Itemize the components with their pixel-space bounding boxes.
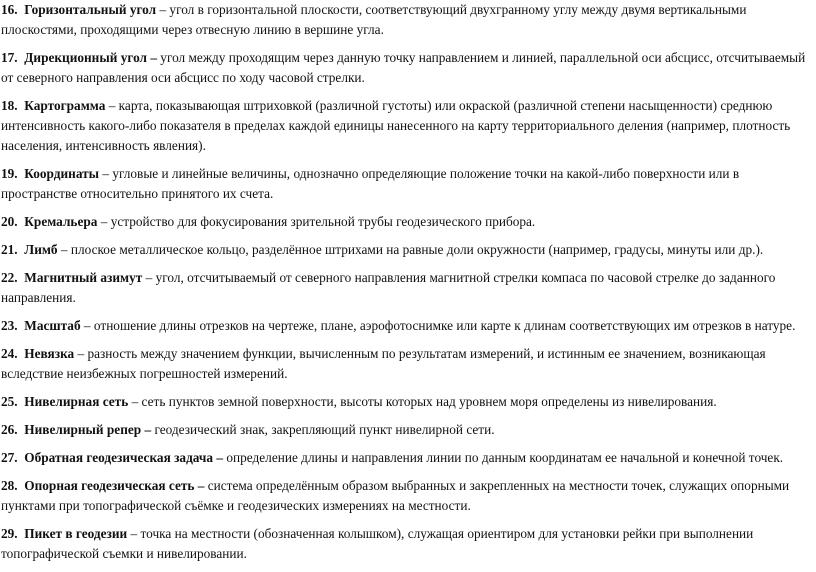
entry-definition: определение длины и направления линии по данным координатам ее начальной и конечной точек. bbox=[223, 450, 784, 465]
entry-definition: – отношение длины отрезков на чертеже, плане, аэрофотоснимке или карте к длинам соответствующих им отрезков в натуре. bbox=[80, 318, 796, 333]
entry-term: Картограмма bbox=[24, 98, 106, 113]
entry-definition: – точка на местности (обозначенная колышком), служащая ориентиром для установки рейки при выполнении топографической съемки и нивелировании. bbox=[1, 526, 754, 561]
entry-term: Дирекционный угол – bbox=[24, 50, 157, 65]
entry-definition: – устройство для фокусирования зрительной трубы геодезического прибора. bbox=[97, 214, 536, 229]
entry-term: Обратная геодезическая задача – bbox=[24, 450, 224, 465]
glossary-entry-20 bbox=[1, 212, 812, 232]
glossary-entry-27 bbox=[1, 448, 812, 468]
glossary-entry-26 bbox=[1, 420, 812, 440]
entry-number: 23. bbox=[1, 318, 18, 333]
entry-number: 25. bbox=[1, 394, 18, 409]
entry-number: 27. bbox=[1, 450, 18, 465]
entry-number: 17. bbox=[1, 50, 18, 65]
entry-definition: угол между проходящим через данную точку направлением и линией, параллельной оси абсцисс, отсчитываемый от северного направления оси абсцисс по ходу часовой стрелки. bbox=[1, 50, 806, 85]
entry-definition: – угол в горизонтальной плоскости, соответствующий двухгранному углу между двумя вертикальными плоскостями, проходящими через отвесную линию в вершине угла. bbox=[1, 2, 747, 37]
entry-number: 21. bbox=[1, 242, 18, 257]
entry-number: 26. bbox=[1, 422, 18, 437]
entry-definition: – угол, отсчитываемый от северного направления магнитной стрелки компаса по часовой стрелке до заданного направления. bbox=[1, 270, 776, 305]
entry-term: Магнитный азимут bbox=[24, 270, 143, 285]
entry-definition: – плоское металлическое кольцо, разделённое штрихами на равные доли окружности (например, градусы, минуты или др.). bbox=[57, 242, 764, 257]
entry-number: 20. bbox=[1, 214, 18, 229]
glossary-entry-19 bbox=[1, 164, 812, 204]
entry-number: 28. bbox=[1, 478, 18, 493]
entry-definition: – сеть пунктов земной поверхности, высоты которых над уровнем моря определены из нивелирования. bbox=[128, 394, 717, 409]
entry-term: Лимб bbox=[24, 242, 58, 257]
entry-term: Опорная геодезическая сеть – bbox=[24, 478, 205, 493]
glossary-entry-24 bbox=[1, 344, 812, 384]
entry-term: Пикет в геодезии bbox=[24, 526, 128, 541]
entry-term: Координаты bbox=[24, 166, 100, 181]
glossary-entry-17 bbox=[1, 48, 812, 88]
glossary-entry-18 bbox=[1, 96, 812, 156]
glossary-entry-29 bbox=[1, 524, 812, 564]
entry-number: 18. bbox=[1, 98, 18, 113]
entry-term: Кремальера bbox=[24, 214, 98, 229]
entry-number: 29. bbox=[1, 526, 18, 541]
glossary-entry-25 bbox=[1, 392, 812, 412]
glossary-entry-21 bbox=[1, 240, 812, 260]
glossary-entry-22 bbox=[1, 268, 812, 308]
glossary-entry-16 bbox=[1, 0, 812, 40]
entry-definition: – разность между значением функции, вычисленным по результатам измерений, и истинным ее значением, возникающая вследствие неизбежных погрешностей измерений. bbox=[1, 346, 766, 381]
entry-term: Нивелирная сеть bbox=[24, 394, 129, 409]
entry-term: Невязка bbox=[24, 346, 75, 361]
glossary-entry-28 bbox=[1, 476, 812, 516]
entry-number: 16. bbox=[1, 2, 18, 17]
entry-number: 22. bbox=[1, 270, 18, 285]
entry-term: Масштаб bbox=[24, 318, 81, 333]
entry-term: Нивелирный репер – bbox=[24, 422, 152, 437]
glossary-entry-23 bbox=[1, 316, 812, 336]
entry-definition: система определённым образом выбранных и закрепленных на местности точек, служащих опорными пунктами при топографической съёмке и геодезических измерениях на местности. bbox=[1, 478, 790, 513]
entry-number: 19. bbox=[1, 166, 18, 181]
entry-definition: – карта, показывающая штриховкой (различной густоты) или окраской (различной степени насыщенности) среднюю интенсивность какого-либо показателя в пределах каждой единицы нанесенного на карту территориального деления (например, плотность населения, интенсивность явления). bbox=[1, 98, 791, 153]
entry-term: Горизонтальный угол bbox=[24, 2, 157, 17]
entry-definition: – угловые и линейные величины, однозначно определяющие положение точки на какой-либо поверхности или в пространстве относительно принятого их счета. bbox=[1, 166, 740, 201]
entry-number: 24. bbox=[1, 346, 18, 361]
entry-definition: геодезический знак, закрепляющий пункт нивелирной сети. bbox=[151, 422, 495, 437]
